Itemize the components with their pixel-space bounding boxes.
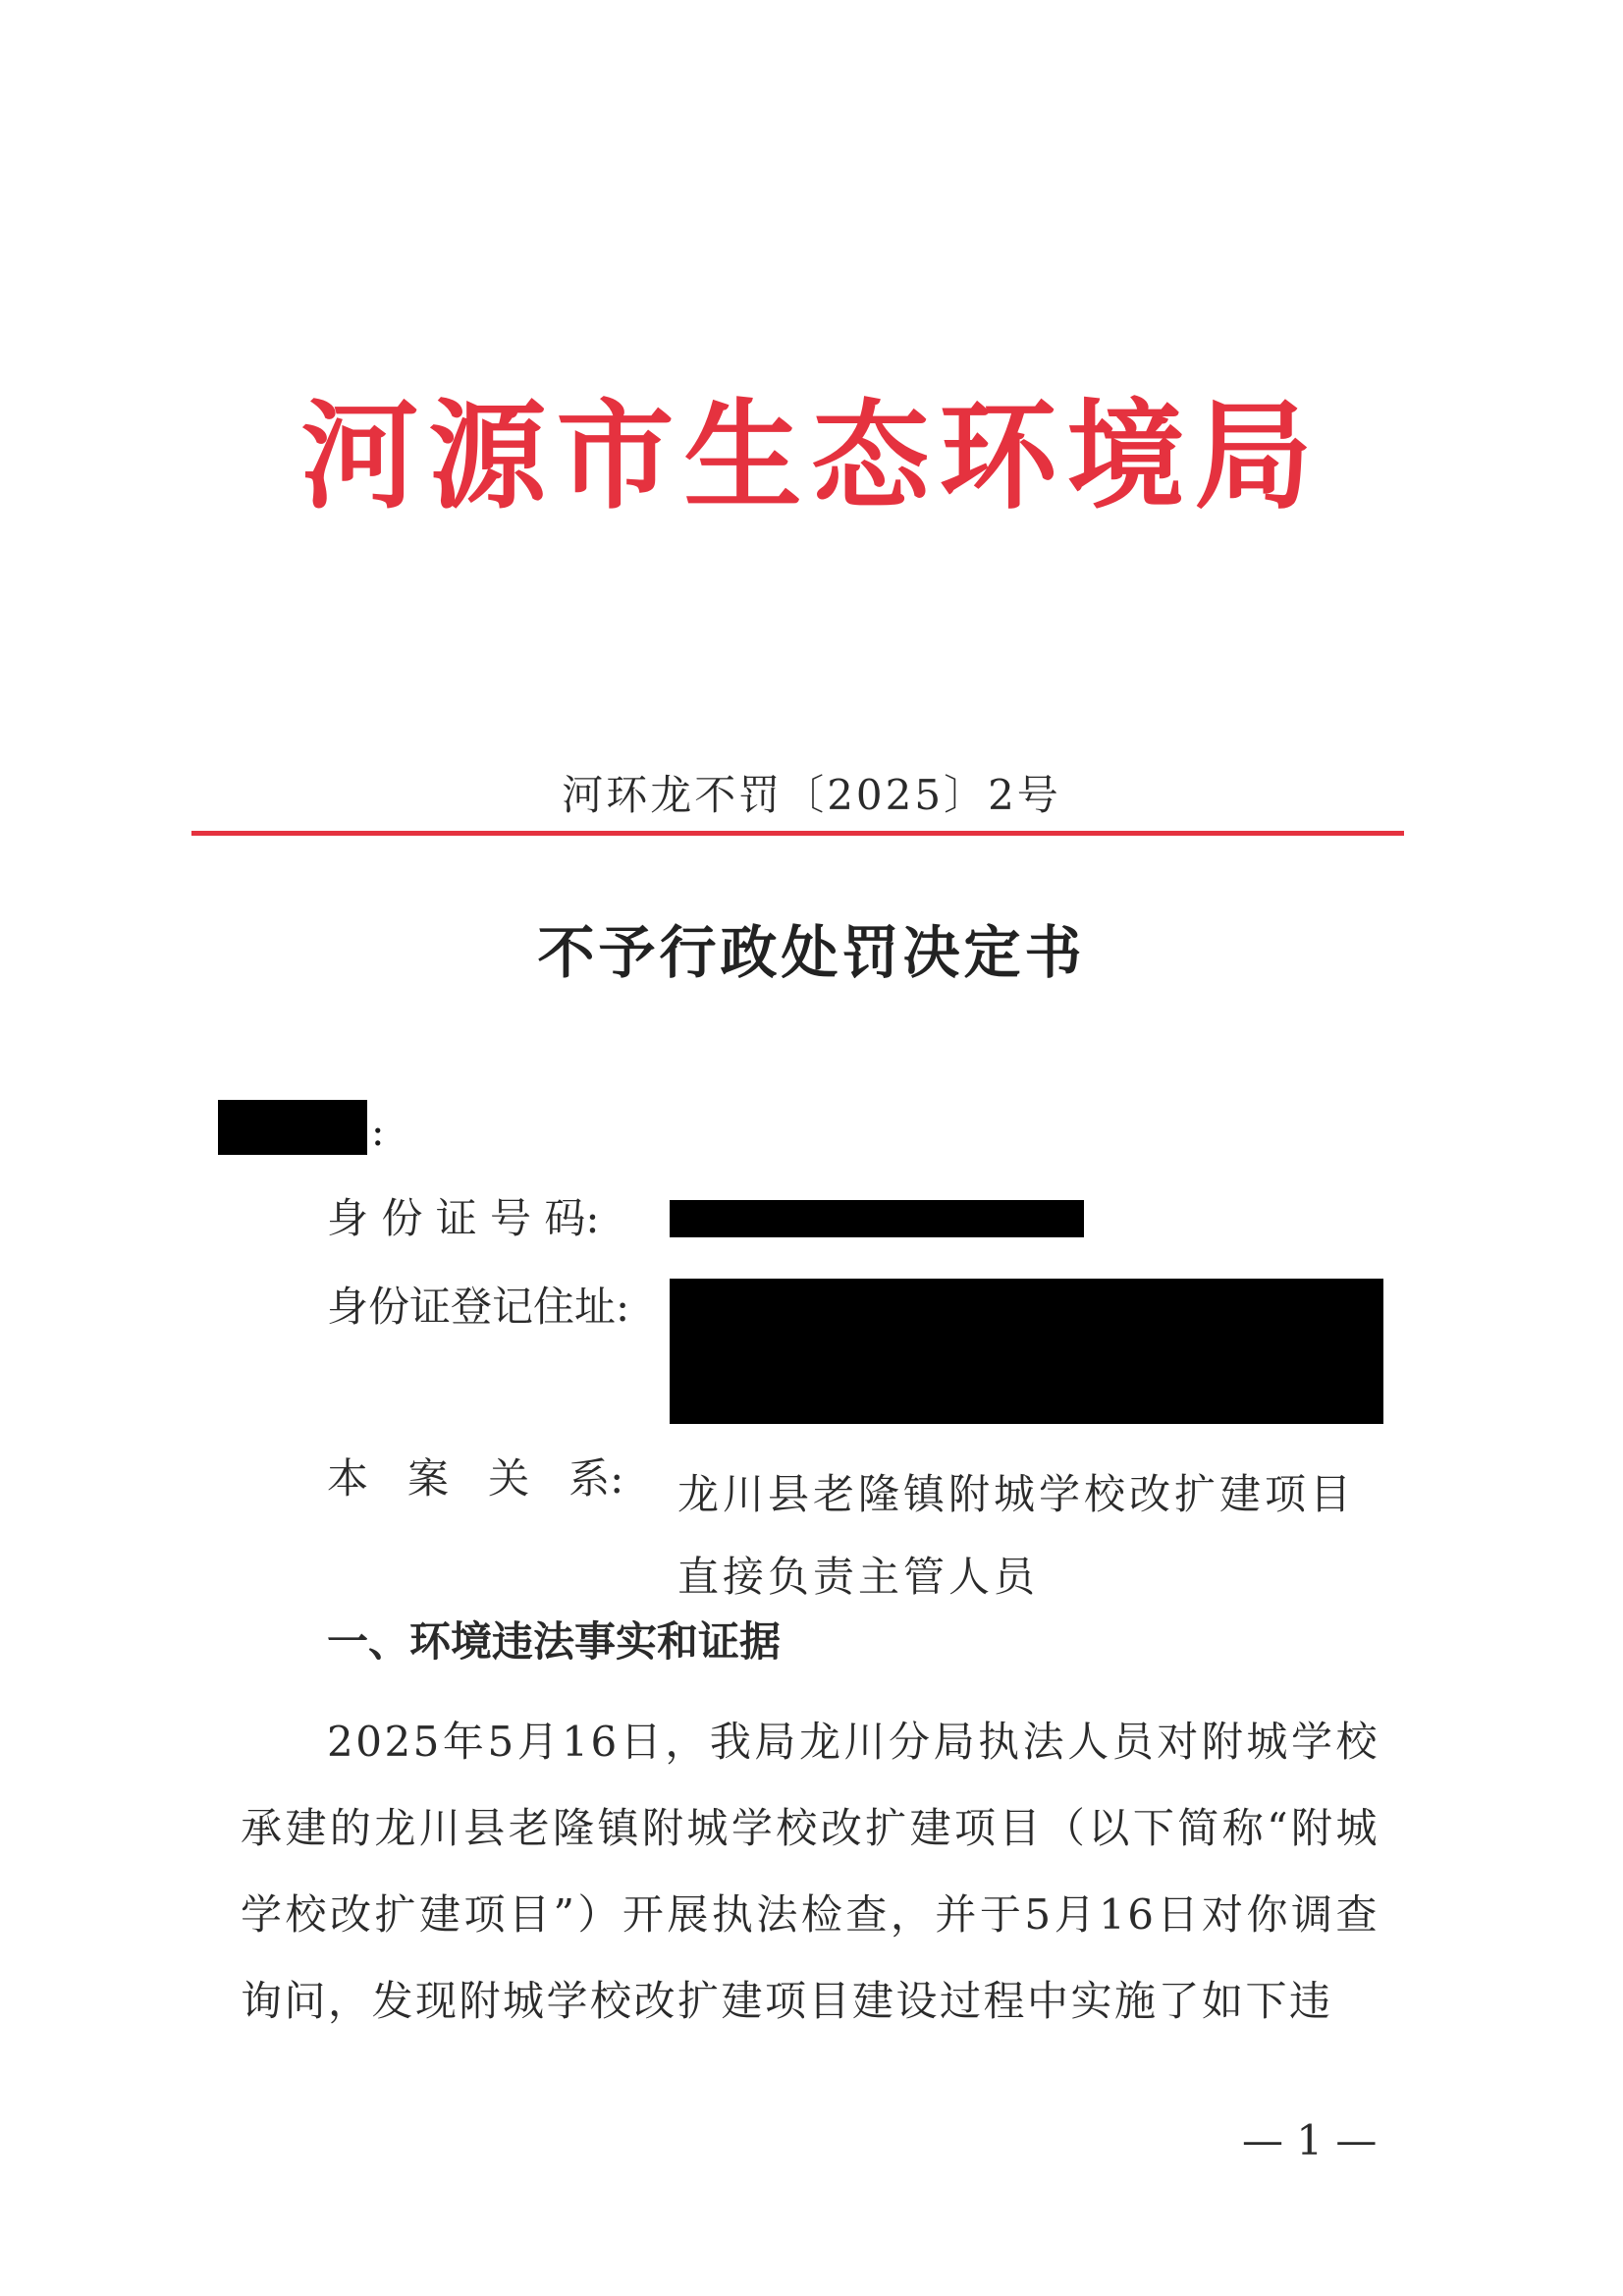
address-label: 身份证登记住址:	[327, 1283, 630, 1331]
case-relation-label: 本 案 关 系:	[327, 1454, 624, 1503]
section-heading-facts: 一、环境违法事实和证据	[327, 1617, 782, 1666]
facts-paragraph: 2025年5月16日，我局龙川分局执法人员对附城学校承建的龙川县老隆镇附城学校改扩建项目（以下简称“附城学校改扩建项目”）开展执法检查，并于5月16日对你调查询问，发现附城学校改扩建项目建设过程中实施了如下违	[241, 1718, 1380, 2025]
case-relation-value: 龙川县老隆镇附城学校改扩建项目直接负责主管人员	[677, 1470, 1356, 1601]
document-number: 河环龙不罚〔2025〕2号	[562, 771, 1061, 819]
red-divider-line	[191, 831, 1404, 836]
redacted-recipient-name	[218, 1100, 367, 1155]
page-number: — 1 —	[1242, 2116, 1378, 2164]
id-number-label: 身 份 证 号 码:	[327, 1194, 600, 1242]
redacted-address	[670, 1279, 1383, 1424]
agency-header-title: 河源市生态环境局	[300, 387, 1323, 525]
recipient-name-colon: :	[371, 1110, 385, 1155]
document-title: 不予行政处罚决定书	[537, 919, 1086, 986]
redacted-id-number	[670, 1200, 1084, 1237]
